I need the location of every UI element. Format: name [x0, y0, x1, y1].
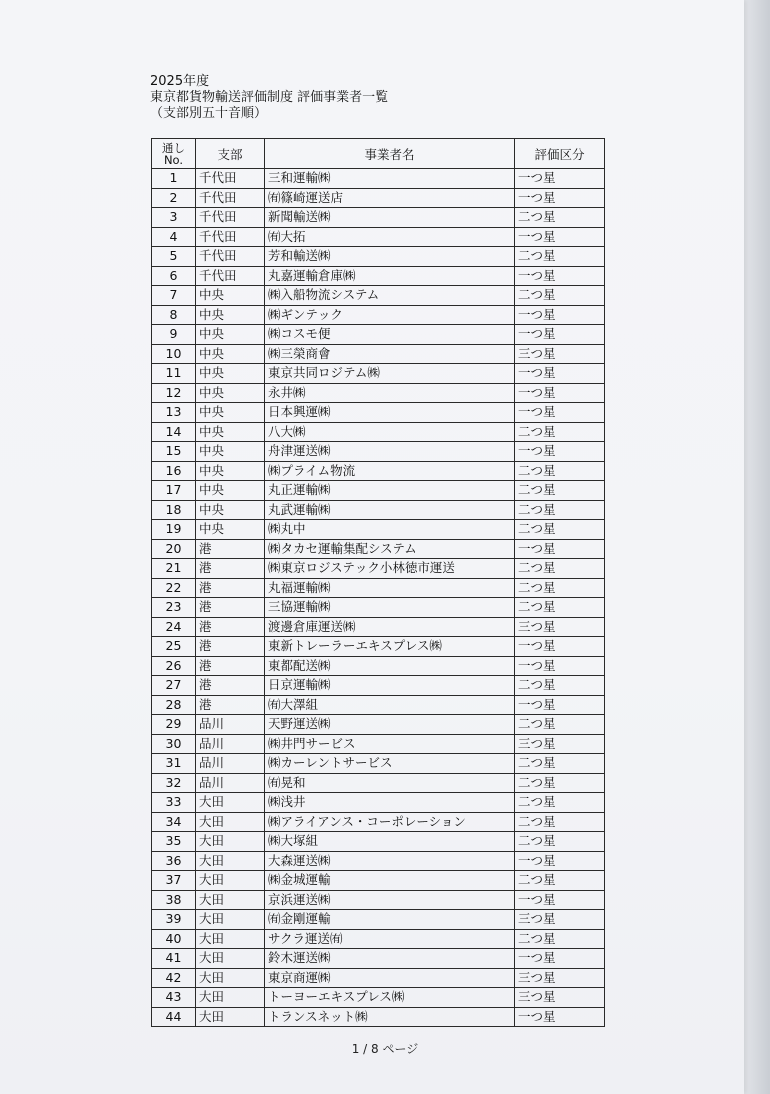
row-number: 33 — [152, 793, 196, 813]
row-number: 2 — [152, 188, 196, 208]
table-row — [152, 715, 605, 735]
rating-cell: 二つ星 — [515, 754, 605, 774]
row-number: 17 — [152, 481, 196, 501]
branch-cell: 中央 — [196, 325, 265, 345]
operator-name-cell: ㈱コスモ便 — [265, 325, 515, 345]
branch-cell: 千代田 — [196, 266, 265, 286]
table-row — [152, 832, 605, 852]
operator-name-cell: 丸武運輸㈱ — [265, 500, 515, 520]
branch-cell: 大田 — [196, 851, 265, 871]
operator-name-cell: ㈲篠崎運送店 — [265, 188, 515, 208]
operator-name-cell: トーヨーエキスプレス㈱ — [265, 988, 515, 1008]
operator-name-cell: 永井㈱ — [265, 383, 515, 403]
rating-cell: 二つ星 — [515, 247, 605, 267]
operator-name-cell: 舟津運送㈱ — [265, 442, 515, 462]
operator-name-cell: ㈱井門サービス — [265, 734, 515, 754]
column-header-no — [152, 139, 196, 169]
row-number: 16 — [152, 461, 196, 481]
table-row — [152, 929, 605, 949]
row-number: 13 — [152, 403, 196, 423]
row-number: 25 — [152, 637, 196, 657]
table-row — [152, 656, 605, 676]
branch-cell: 中央 — [196, 500, 265, 520]
document-subtitle: （支部別五十音順） — [150, 106, 268, 121]
rating-cell: 一つ星 — [515, 656, 605, 676]
rating-cell: 一つ星 — [515, 266, 605, 286]
operator-name-cell: ㈲金剛運輸 — [265, 910, 515, 930]
table-row — [152, 734, 605, 754]
operator-name-cell: トランスネット㈱ — [265, 1007, 515, 1027]
rating-cell: 二つ星 — [515, 520, 605, 540]
table-row — [152, 481, 605, 501]
branch-cell: 大田 — [196, 890, 265, 910]
rating-cell: 一つ星 — [515, 383, 605, 403]
rating-cell: 一つ星 — [515, 851, 605, 871]
rating-cell: 二つ星 — [515, 481, 605, 501]
row-number: 5 — [152, 247, 196, 267]
table-row — [152, 988, 605, 1008]
rating-cell: 一つ星 — [515, 890, 605, 910]
operator-name-cell: ㈱ギンテック — [265, 305, 515, 325]
branch-cell: 千代田 — [196, 169, 265, 189]
table-row — [152, 910, 605, 930]
table-row — [152, 637, 605, 657]
table-row — [152, 598, 605, 618]
row-number: 6 — [152, 266, 196, 286]
table-row — [152, 188, 605, 208]
operator-name-cell: ㈱大塚組 — [265, 832, 515, 852]
branch-cell: 港 — [196, 676, 265, 696]
rating-cell: 二つ星 — [515, 812, 605, 832]
operator-name-cell: 日本興運㈱ — [265, 403, 515, 423]
column-header-no-line2: No. — [163, 152, 184, 167]
table-row — [152, 169, 605, 189]
row-number: 3 — [152, 208, 196, 228]
branch-cell: 中央 — [196, 520, 265, 540]
branch-cell: 品川 — [196, 754, 265, 774]
row-number: 15 — [152, 442, 196, 462]
row-number: 11 — [152, 364, 196, 384]
branch-cell: 大田 — [196, 910, 265, 930]
table-row — [152, 442, 605, 462]
operator-name-cell: ㈱アライアンス・コーポレーション — [265, 812, 515, 832]
rating-cell: 一つ星 — [515, 1007, 605, 1027]
rating-cell: 二つ星 — [515, 286, 605, 306]
rating-cell: 一つ星 — [515, 442, 605, 462]
row-number: 43 — [152, 988, 196, 1008]
row-number: 7 — [152, 286, 196, 306]
operator-name-cell: 日京運輸㈱ — [265, 676, 515, 696]
operator-name-cell: 三和運輸㈱ — [265, 169, 515, 189]
rating-cell: 一つ星 — [515, 188, 605, 208]
rating-cell: 二つ星 — [515, 578, 605, 598]
table-row — [152, 754, 605, 774]
row-number: 34 — [152, 812, 196, 832]
operator-name-cell: ㈱東京ロジステック小林徳市運送 — [265, 559, 515, 579]
table-row — [152, 695, 605, 715]
table-body — [152, 169, 605, 1027]
operator-name-cell: ㈱金城運輸 — [265, 871, 515, 891]
table-row — [152, 968, 605, 988]
table-row — [152, 286, 605, 306]
operator-name-cell: ㈲大澤組 — [265, 695, 515, 715]
table-row — [152, 851, 605, 871]
branch-cell: 大田 — [196, 1007, 265, 1027]
row-number: 18 — [152, 500, 196, 520]
branch-cell: 品川 — [196, 734, 265, 754]
rating-cell: 二つ星 — [515, 422, 605, 442]
branch-cell: 大田 — [196, 832, 265, 852]
table-row — [152, 208, 605, 228]
operator-name-cell: 天野運送㈱ — [265, 715, 515, 735]
document-header — [150, 74, 388, 122]
operator-name-cell: 東都配送㈱ — [265, 656, 515, 676]
operator-name-cell: 東京共同ロジテム㈱ — [265, 364, 515, 384]
table-row — [152, 559, 605, 579]
branch-cell: 中央 — [196, 286, 265, 306]
rating-cell: 一つ星 — [515, 325, 605, 345]
branch-cell: 中央 — [196, 442, 265, 462]
branch-cell: 港 — [196, 598, 265, 618]
branch-cell: 中央 — [196, 422, 265, 442]
branch-cell: 大田 — [196, 968, 265, 988]
rating-cell: 一つ星 — [515, 539, 605, 559]
rating-cell: 二つ星 — [515, 500, 605, 520]
branch-cell: 大田 — [196, 988, 265, 1008]
branch-cell: 港 — [196, 656, 265, 676]
rating-cell: 二つ星 — [515, 676, 605, 696]
rating-cell: 二つ星 — [515, 559, 605, 579]
operator-name-cell: ㈱プライム物流 — [265, 461, 515, 481]
operator-name-cell: 芳和輸送㈱ — [265, 247, 515, 267]
row-number: 4 — [152, 227, 196, 247]
rating-cell: 二つ星 — [515, 208, 605, 228]
rating-cell: 三つ星 — [515, 910, 605, 930]
operator-name-cell: 東京商運㈱ — [265, 968, 515, 988]
branch-cell: 大田 — [196, 812, 265, 832]
row-number: 1 — [152, 169, 196, 189]
table-row — [152, 871, 605, 891]
row-number: 10 — [152, 344, 196, 364]
table-row — [152, 247, 605, 267]
operator-name-cell: 渡邊倉庫運送㈱ — [265, 617, 515, 637]
page-number: 1 / 8 ページ — [351, 1042, 419, 1056]
branch-cell: 港 — [196, 539, 265, 559]
operator-name-cell: ㈱三榮商會 — [265, 344, 515, 364]
branch-cell: 大田 — [196, 793, 265, 813]
branch-cell: 品川 — [196, 773, 265, 793]
rating-cell: 三つ星 — [515, 344, 605, 364]
branch-cell: 大田 — [196, 929, 265, 949]
branch-cell: 中央 — [196, 344, 265, 364]
table-row — [152, 461, 605, 481]
row-number: 31 — [152, 754, 196, 774]
column-header-no-line1: 通し — [162, 140, 185, 155]
operator-name-cell: 丸正運輸㈱ — [265, 481, 515, 501]
rating-cell: 三つ星 — [515, 617, 605, 637]
row-number: 41 — [152, 949, 196, 969]
row-number: 12 — [152, 383, 196, 403]
rating-cell: 三つ星 — [515, 734, 605, 754]
branch-cell: 港 — [196, 559, 265, 579]
rating-cell: 二つ星 — [515, 598, 605, 618]
table-row — [152, 500, 605, 520]
row-number: 20 — [152, 539, 196, 559]
row-number: 26 — [152, 656, 196, 676]
branch-cell: 千代田 — [196, 208, 265, 228]
table-row — [152, 422, 605, 442]
rating-cell: 二つ星 — [515, 461, 605, 481]
table-row — [152, 949, 605, 969]
operator-name-cell: ㈱入船物流システム — [265, 286, 515, 306]
branch-cell: 港 — [196, 578, 265, 598]
branch-cell: 港 — [196, 617, 265, 637]
operator-name-cell: 丸嘉運輸倉庫㈱ — [265, 266, 515, 286]
table-row — [152, 520, 605, 540]
operator-name-cell: 大森運送㈱ — [265, 851, 515, 871]
row-number: 36 — [152, 851, 196, 871]
table-row — [152, 227, 605, 247]
branch-cell: 港 — [196, 637, 265, 657]
operator-name-cell: 京浜運送㈱ — [265, 890, 515, 910]
operator-name-cell: 三協運輸㈱ — [265, 598, 515, 618]
rating-cell: 一つ星 — [515, 403, 605, 423]
table-row — [152, 1007, 605, 1027]
fiscal-year: 2025年度 — [150, 74, 210, 89]
rating-cell: 一つ星 — [515, 949, 605, 969]
document-title: 東京都貨物輸送評価制度 評価事業者一覧 — [150, 90, 389, 105]
branch-cell: 中央 — [196, 403, 265, 423]
operator-name-cell: ㈱浅井 — [265, 793, 515, 813]
rating-cell: 二つ星 — [515, 715, 605, 735]
rating-cell: 二つ星 — [515, 929, 605, 949]
row-number: 9 — [152, 325, 196, 345]
branch-cell: 品川 — [196, 715, 265, 735]
table-row — [152, 578, 605, 598]
row-number: 24 — [152, 617, 196, 637]
operator-name-cell: 八大㈱ — [265, 422, 515, 442]
rating-cell: 三つ星 — [515, 988, 605, 1008]
operator-name-cell: ㈱カーレントサービス — [265, 754, 515, 774]
table-row — [152, 890, 605, 910]
table-row — [152, 344, 605, 364]
table-row — [152, 403, 605, 423]
row-number: 21 — [152, 559, 196, 579]
row-number: 27 — [152, 676, 196, 696]
operator-name-cell: ㈱丸中 — [265, 520, 515, 540]
operator-name-cell: 鈴木運送㈱ — [265, 949, 515, 969]
operator-name-cell: 新聞輸送㈱ — [265, 208, 515, 228]
branch-cell: 千代田 — [196, 227, 265, 247]
branch-cell: 千代田 — [196, 188, 265, 208]
branch-cell: 中央 — [196, 305, 265, 325]
rating-cell: 一つ星 — [515, 305, 605, 325]
table-row — [152, 364, 605, 384]
table-row — [152, 539, 605, 559]
rating-cell: 一つ星 — [515, 695, 605, 715]
rating-cell: 二つ星 — [515, 871, 605, 891]
operator-name-cell: ㈱タカセ運輸集配システム — [265, 539, 515, 559]
row-number: 42 — [152, 968, 196, 988]
operator-name-cell: 東新トレーラーエキスプレス㈱ — [265, 637, 515, 657]
column-header-name: 事業者名 — [265, 139, 515, 169]
operator-table — [151, 138, 605, 1027]
rating-cell: 一つ星 — [515, 227, 605, 247]
rating-cell: 二つ星 — [515, 773, 605, 793]
operator-name-cell: ㈲晃和 — [265, 773, 515, 793]
row-number: 8 — [152, 305, 196, 325]
table-row — [152, 383, 605, 403]
branch-cell: 中央 — [196, 383, 265, 403]
table-header-row — [152, 139, 605, 169]
operator-name-cell: 丸福運輸㈱ — [265, 578, 515, 598]
row-number: 28 — [152, 695, 196, 715]
table-row — [152, 812, 605, 832]
rating-cell: 三つ星 — [515, 968, 605, 988]
row-number: 19 — [152, 520, 196, 540]
branch-cell: 千代田 — [196, 247, 265, 267]
branch-cell: 港 — [196, 695, 265, 715]
table-row — [152, 773, 605, 793]
rating-cell: 一つ星 — [515, 364, 605, 384]
row-number: 32 — [152, 773, 196, 793]
rating-cell: 二つ星 — [515, 793, 605, 813]
branch-cell: 中央 — [196, 461, 265, 481]
row-number: 37 — [152, 871, 196, 891]
column-header-rating: 評価区分 — [515, 139, 605, 169]
table-row — [152, 325, 605, 345]
column-header-branch: 支部 — [196, 139, 265, 169]
table-row — [152, 305, 605, 325]
row-number: 30 — [152, 734, 196, 754]
rating-cell: 一つ星 — [515, 169, 605, 189]
branch-cell: 中央 — [196, 364, 265, 384]
row-number: 14 — [152, 422, 196, 442]
row-number: 29 — [152, 715, 196, 735]
row-number: 44 — [152, 1007, 196, 1027]
row-number: 38 — [152, 890, 196, 910]
branch-cell: 中央 — [196, 481, 265, 501]
table-row — [152, 266, 605, 286]
operator-name-cell: ㈲大拓 — [265, 227, 515, 247]
branch-cell: 大田 — [196, 871, 265, 891]
table-row — [152, 676, 605, 696]
row-number: 39 — [152, 910, 196, 930]
row-number: 22 — [152, 578, 196, 598]
table-row — [152, 617, 605, 637]
rating-cell: 一つ星 — [515, 637, 605, 657]
rating-cell: 二つ星 — [515, 832, 605, 852]
branch-cell: 大田 — [196, 949, 265, 969]
row-number: 40 — [152, 929, 196, 949]
row-number: 35 — [152, 832, 196, 852]
table-row — [152, 793, 605, 813]
row-number: 23 — [152, 598, 196, 618]
operator-name-cell: サクラ運送㈲ — [265, 929, 515, 949]
